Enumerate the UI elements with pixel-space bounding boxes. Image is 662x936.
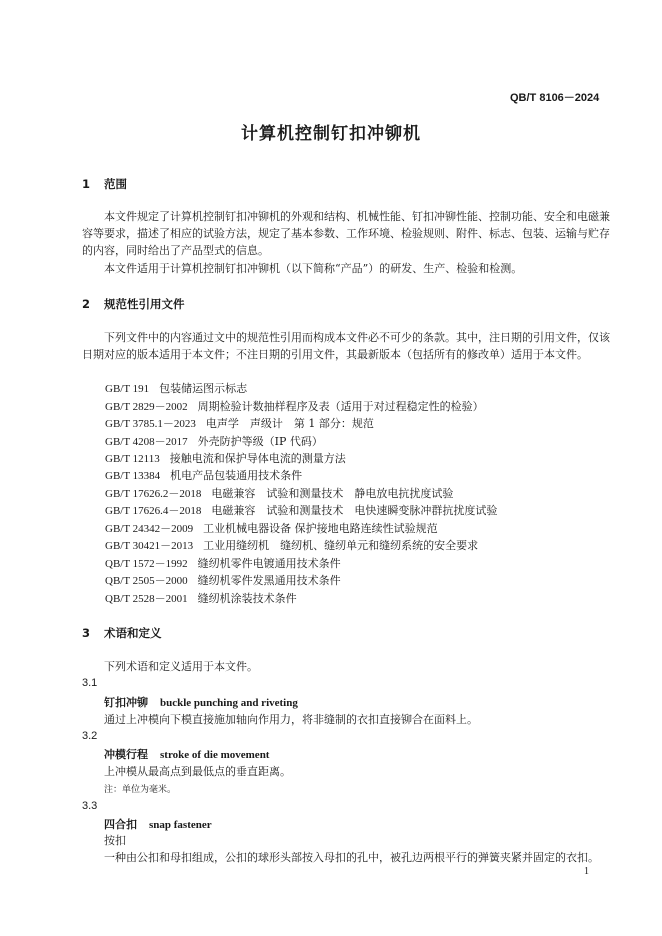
term-heading: 钉扣冲铆 buckle punching and riveting: [104, 696, 298, 709]
term-number: 3.3: [82, 800, 98, 812]
reference-item: GB/T 30421－2013 工业用缝纫机 缝纫机、缝纫单元和缝纫系统的安全要求: [105, 539, 479, 552]
normative-references-paragraph: 下列文件中的内容通过文中的规范性引用而构成本文件必不可少的条款。其中，注日期的引用文件，仅该日期对应的版本适用于本文件；不注日期的引用文件，其最新版本（包括所有的修改单）适用于本文件。: [82, 331, 610, 361]
section-2-heading: [82, 296, 185, 312]
term-number: 3.1: [82, 677, 98, 689]
term-heading: 冲模行程 stroke of die movement: [104, 748, 270, 761]
term-heading: 四合扣 snap fastener: [104, 818, 212, 831]
reference-item: QB/T 2528－2001 缝纫机涂装技术条件: [105, 592, 297, 605]
reference-item: GB/T 3785.1－2023 电声学 声级计 第 1 部分：规范: [105, 417, 374, 430]
term-definition: 上冲模从最高点到最低点的垂直距离。: [104, 765, 291, 778]
section-3-heading: [82, 625, 162, 641]
reference-item: GB/T 13384 机电产品包装通用技术条件: [105, 469, 303, 482]
reference-item: GB/T 17626.2－2018 电磁兼容 试验和测量技术 静电放电抗扰度试验: [105, 487, 454, 500]
terms-intro: 下列术语和定义适用于本文件。: [104, 660, 258, 673]
reference-item: GB/T 24342－2009 工业机械电器设备 保护接地电路连续性试验规范: [105, 522, 438, 535]
section-number: 2: [82, 297, 91, 311]
reference-item: GB/T 12113 接触电流和保护导体电流的测量方法: [105, 452, 346, 465]
section-number: 3: [82, 626, 91, 640]
term-definition: 通过上冲模向下模直接施加轴向作用力，将非缝制的衣扣直接铆合在面料上。: [104, 713, 478, 726]
term-admitted-synonym: 按扣: [104, 834, 126, 847]
term-note: 注：单位为毫米。: [104, 785, 177, 795]
reference-item: GB/T 4208－2017 外壳防护等级（IP 代码）: [105, 435, 323, 448]
scope-paragraph-2: 本文件适用于计算机控制钉扣冲铆机（以下简称“产品”）的研发、生产、检验和检测。: [104, 262, 523, 275]
page-number: 1: [584, 866, 589, 877]
section-title: 术语和定义: [104, 626, 162, 640]
section-1-heading: [82, 176, 127, 192]
reference-item: GB/T 17626.4－2018 电磁兼容 试验和测量技术 电快速瞬变脉冲群抗扰度试验: [105, 504, 498, 517]
section-number: 1: [82, 177, 91, 191]
reference-item: GB/T 191 包装储运图示标志: [105, 382, 248, 395]
term-number: 3.2: [82, 730, 98, 742]
standard-code: QB/T 8106－2024: [510, 92, 600, 104]
reference-item: QB/T 1572－1992 缝纫机零件电镀通用技术条件: [105, 557, 341, 570]
document-title: 计算机控制钉扣冲铆机: [241, 124, 421, 144]
section-title: 范围: [104, 177, 127, 191]
scope-paragraph-1: 本文件规定了计算机控制钉扣冲铆机的外观和结构、机械性能、钉扣冲铆性能、控制功能、安全和电磁兼容等要求，描述了相应的试验方法，规定了基本参数、工作环境、检验规则、附件、标志、包装、运输与贮存的内容，同时给出了产品型式的信息。: [82, 210, 610, 257]
reference-item: GB/T 2829－2002 周期检验计数抽样程序及表（适用于对过程稳定性的检验）: [105, 400, 484, 413]
section-title: 规范性引用文件: [104, 297, 185, 311]
term-definition: 一种由公扣和母扣组成，公扣的球形头部按入母扣的孔中，被孔边两根平行的弹簧夹紧并固定的衣扣。: [104, 851, 599, 864]
reference-item: QB/T 2505－2000 缝纫机零件发黑通用技术条件: [105, 574, 341, 587]
